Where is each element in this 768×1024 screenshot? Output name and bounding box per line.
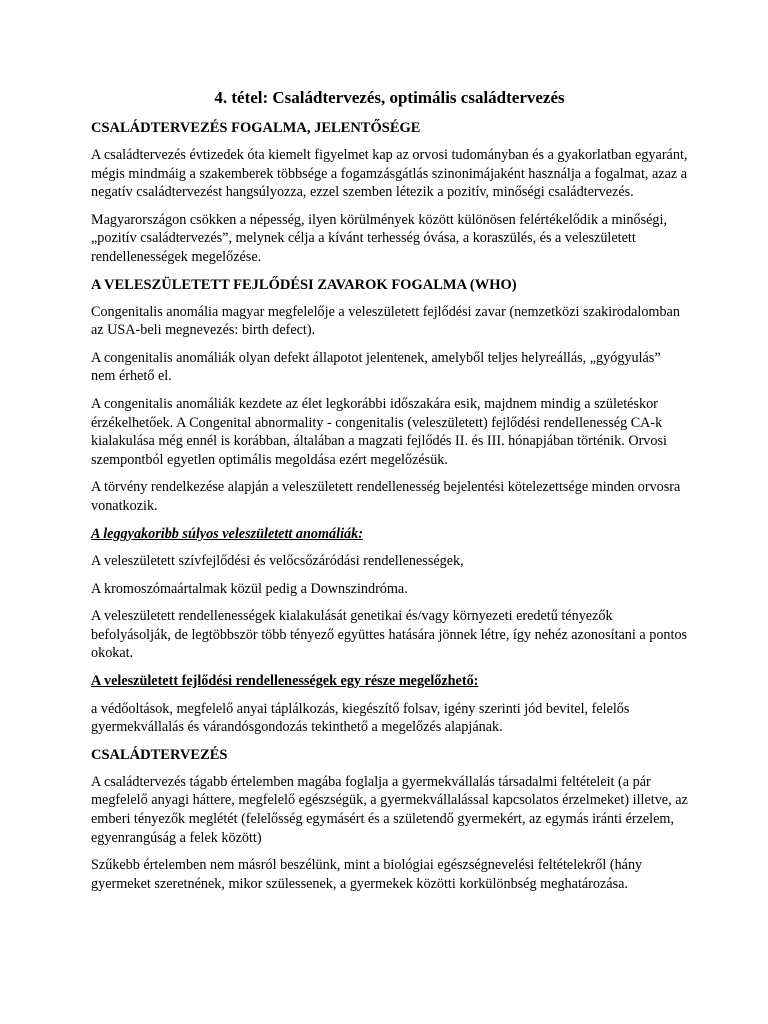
paragraph: Magyarországon csökken a népesség, ilyen körülmények között különösen felértékelődik a minőségi, „pozitív családtervezés”, melynek célja a kívánt terhesség óvása, a koraszülés, és a veleszületett rendellenességek megelőzése. — [91, 211, 668, 265]
subheading-most-common-anomalies: A leggyakoribb súlyos veleszületett anomáliák: — [91, 525, 363, 542]
paragraph: A congenitalis anomáliák kezdete az élet legkorábbi időszakára esik, majdnem mindig a születéskor érzékelhetőek. A Congenital abnormality - congenitalis (veleszületett) fejlődési rendellenesség CA-k kialakulása még ennél is korábban, általában a magzati fejlődés II. és III. hónapjában történik. Orvosi szempontból egyetlen optimális megoldása ezért megelőzésük. — [91, 395, 667, 468]
paragraph: A veleszületett szívfejlődési és velőcsőzáródási rendellenességek, — [91, 553, 464, 570]
paragraph: Szűkebb értelemben nem másról beszélünk, mint a biológiai egészségnevelési feltételekről (hány gyermeket szeretnének, mikor szülessenek, a gyermekek közötti korkülönbség meghatározása. — [91, 857, 643, 892]
document-title: 4. tétel: Családtervezés, optimális családtervezés — [214, 88, 565, 107]
paragraph: A családtervezés tágabb értelemben magába foglalja a gyermekvállalás társadalmi feltételeit (a pár megfelelő anyagi háttere, megfelelő egészségük, a gyermekvállalással kapcsolatos érzelmeket) illetve, az emberi tényezők meglétét (felelősség egymásért és a születendő gyermekért, az egymás iránti érzelem, egyenrangúság a felek között) — [91, 773, 688, 846]
paragraph: A családtervezés évtizedek óta kiemelt figyelmet kap az orvosi tudományban és a gyakorlatban egyaránt, mégis mindmáig a szakemberek többsége a fogamzásgátlás szinonimájaként használja a fogalmat, azaz a negatív családtervezést hangsúlyozza, ezzel szemben létezik a pozitív, minőségi családtervezés. — [91, 147, 688, 201]
paragraph: A congenitalis anomáliák olyan defekt állapotot jelentenek, amelyből teljes helyreállás, „gyógyulás” nem érhető el. — [91, 349, 661, 385]
subheading-preventable: A veleszületett fejlődési rendellenességek egy része megelőzhető: — [91, 673, 479, 690]
paragraph: A törvény rendelkezése alapján a veleszületett rendellenesség bejelentési kötelezettsége minden orvosra vonatkozik. — [91, 479, 681, 514]
section-heading-congenital-disorders: A VELESZÜLETETT FEJLŐDÉSI ZAVAROK FOGALMA (WHO) — [91, 276, 517, 293]
section-heading-family-planning-concept: CSALÁDTERVEZÉS FOGALMA, JELENTŐSÉGE — [91, 120, 421, 136]
paragraph: A veleszületett rendellenességek kialakulását genetikai és/vagy környezeti eredetű tényezők befolyásolják, de legtöbbször több tényező együttes hatására jönnek létre, így nehéz azonosítani a pontos okokat. — [91, 608, 688, 662]
paragraph: a védőoltások, megfelelő anyai táplálkozás, kiegészítő folsav, igény szerinti jód bevitel, felelős gyermekvállalás és várandósgondozás tekinthető a megelőzés alapjának. — [91, 700, 630, 736]
paragraph: Congenitalis anomália magyar megfelelője a veleszületett fejlődési zavar (nemzetközi szakirodalomban az USA-beli megnevezés: birth defect). — [91, 303, 680, 339]
section-heading-family-planning: CSALÁDTERVEZÉS — [91, 746, 228, 763]
paragraph: A kromoszómaártalmak közül pedig a Downszindróma. — [91, 580, 408, 597]
